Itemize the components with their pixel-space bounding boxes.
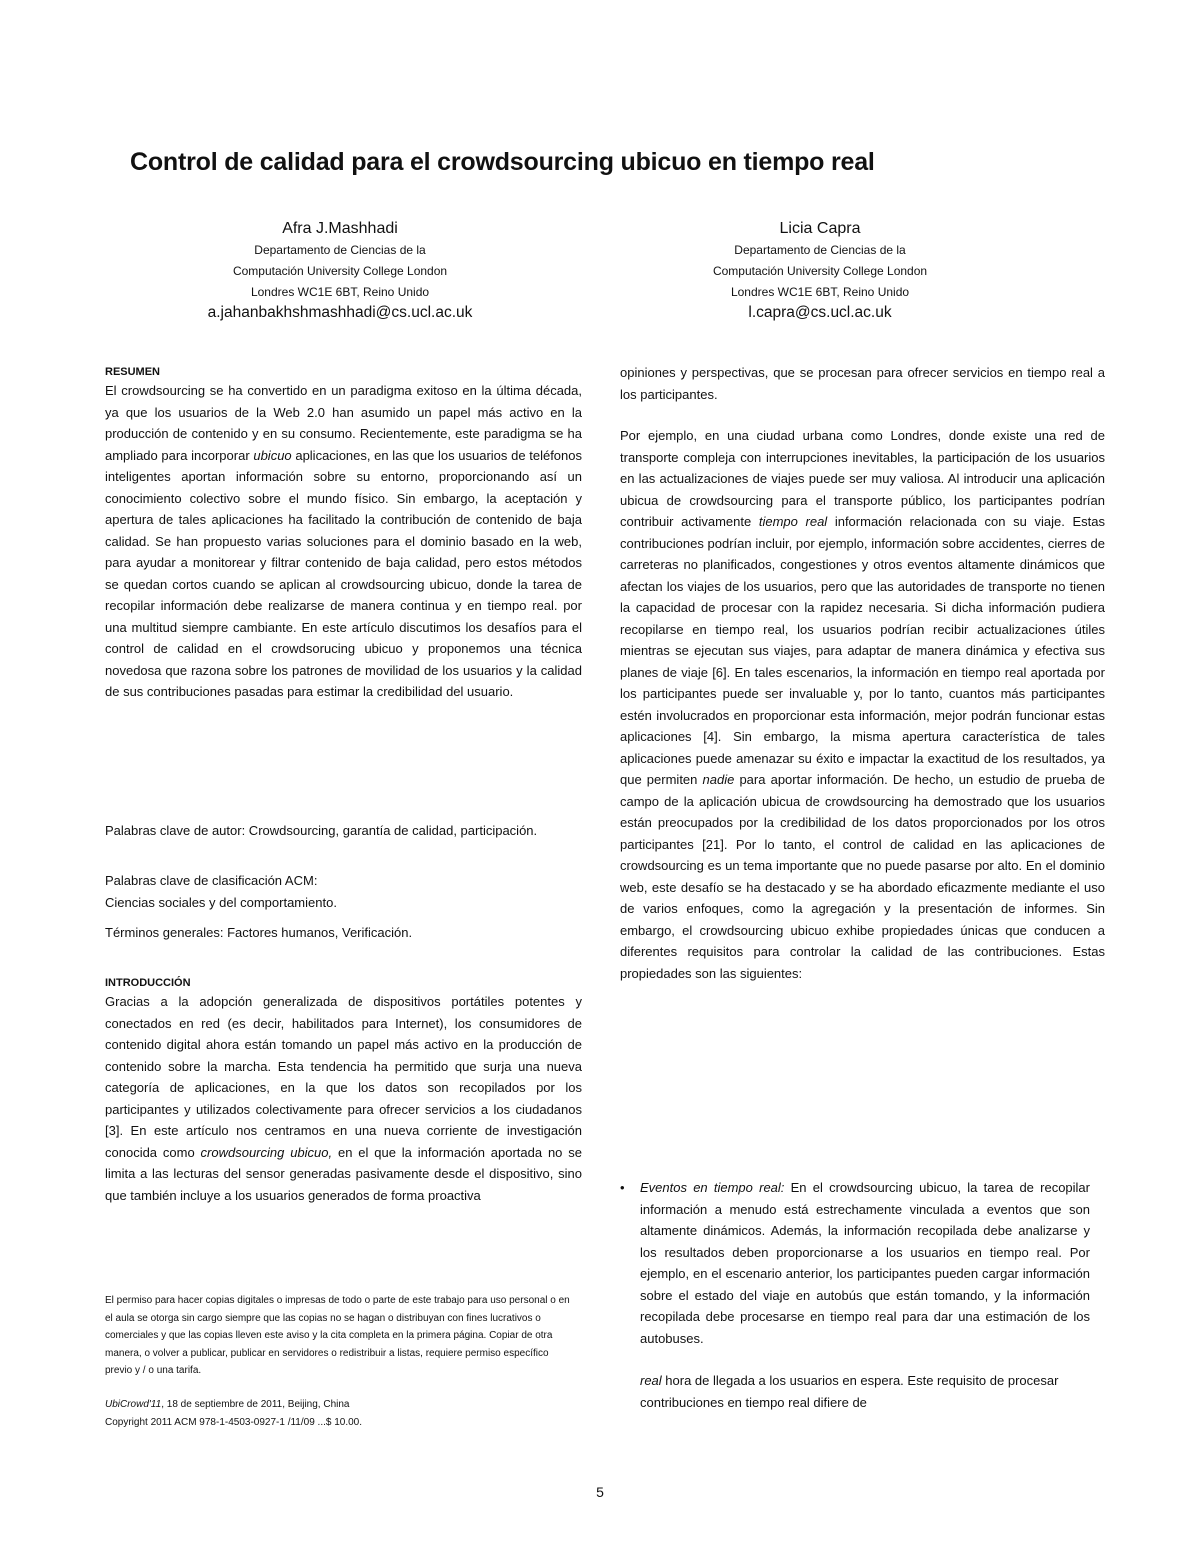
- acm-keywords: [105, 870, 582, 913]
- author-affiliation-line: Departamento de Ciencias de la: [254, 243, 426, 257]
- right-tail-paragraph: [640, 1370, 1090, 1413]
- paper-title: Control de calidad para el crowdsourcing ubicuo en tiempo real: [130, 148, 875, 176]
- introduction-text-part: en el que la información aportada no se limita a las lecturas del sensor generadas pasivamente desde el dispositivo, sino que también incluye a los usuarios generados de forma proactiva: [105, 1144, 582, 1203]
- abstract-text-part: aplicaciones, en las que los usuarios de teléfonos inteligentes aportan información sobre su entorno, proporcionando así un conocimiento colectivo sobre el mundo físico. Sin embargo, la aceptación y apertura de tales aplicaciones ha facilitado la contribución de contenido de baja calidad. Se han propuesto varias soluciones para el dominio basado en la web, para ayudar a monitorear y filtrar contenido de baja calidad, pero estos métodos se quedan cortos cuando se aplican al crowdsourcing ubicuo, donde la tarea de recopilar información debe realizarse de manera continua y en tiempo real. por una multitud siempre cambiante. En este artículo discutimos los desafíos para el control de calidad en el crowdsorucing ubicuo y proponemos una técnica novedosa que razona sobre los patrones de movilidad de los usuarios y la calidad de sus contribuciones pasadas para estimar la credibilidad del usuario.: [105, 447, 582, 699]
- conference-line: [105, 1396, 582, 1414]
- bullet-item: [620, 1177, 1090, 1349]
- copyright-line: Copyright 2011 ACM 978-1-4503-0927-1 /11/09 ...$ 10.00.: [105, 1416, 363, 1428]
- introduction-text: [105, 991, 582, 1206]
- conference-date: , 18 de septiembre de 2011, Beijing, China: [161, 1399, 350, 1410]
- author-affiliation-line: Computación University College London: [232, 264, 448, 278]
- paragraph-text-part: Por ejemplo, en una ciudad urbana como Londres, donde existe una red de transporte compleja con interrupciones inevitables, la participación de los usuarios en las actualizaciones de viajes puede ser muy valiosa. Al introducir una aplicación ubicua de crowdsourcing para el transporte público, los participantes podrían contribuir activamente: [620, 428, 1105, 529]
- author-keywords: Palabras clave de autor: Crowdsourcing, garantía de calidad, participación.: [105, 823, 538, 838]
- paragraph-text-part: información relacionada con su viaje. Estas contribuciones podrían incluir, por ejemplo, información sobre accidentes, cierres de carreteras no planificados, congestiones y otros eventos altamente dinámicos que afectan los viajes de los usuarios, pero que las autoridades de transporte no tienen la capacidad de procesar con la rapidez necesaria. Si dicha información pudiera recopilarse en tiempo real, los usuarios podrían recibir actualizaciones útiles mientras se ejecutan sus viajes, para adaptar de manera dinámica y efectiva sus planes de viaje [6]. En tales escenarios, la información en tiempo real aportada por los participantes puede ser invaluable y, por lo tanto, cuantos más participantes estén involucrados en proporcionar esta información, mejor podrán funcionar estas aplicaciones [4]. Sin embargo, la misma apertura característica de tales aplicaciones puede amenazar su éxito e impactar la exactitud de los resultados, ya que permiten: [620, 514, 1105, 787]
- paragraph-text-part: hora de llegada a los usuarios en espera. Este requisito de procesar contribuciones en tiempo real difiere de: [640, 1373, 1059, 1410]
- author-name: Afra J.Mashhadi: [282, 220, 398, 237]
- introduction-heading: INTRODUCCIÓN: [105, 977, 191, 989]
- paragraph-text: [620, 425, 1105, 984]
- abstract-text: [105, 380, 582, 703]
- paragraph-text-part: para aportar información. De hecho, un estudio de prueba de campo de la aplicación ubicua de crowdsourcing ha demostrado que los usuarios están preocupados por la credibilidad de los datos proporcionados por los otros participantes [21]. Por lo tanto, el control de calidad en las aplicaciones de crowdsourcing es un tema importante que no puede pasarse por alto. En el dominio web, este desafío se ha destacado y se ha abordado eficazmente mediante el uso de varios enfoques, como la agregación y la presentación de informes. Sin embargo, el crowdsourcing ubicuo exhibe propiedades únicas que conducen a diferentes requisitos para controlar la calidad de las contribuciones. Estas propiedades son las siguientes:: [620, 772, 1105, 981]
- author-block-1: [105, 218, 575, 324]
- paragraph-text: opiniones y perspectivas, que se procesan para ofrecer servicios en tiempo real a los participantes.: [620, 365, 1105, 402]
- abstract-section: [105, 364, 582, 703]
- abstract-text-part: El crowdsourcing se ha convertido en un paradigma exitoso en la última década, ya que los usuarios de la Web 2.0 han asumido un papel más activo en la producción de contenido y en su consumo. Recientemente, este paradigma se ha ampliado para incorporar: [105, 383, 582, 463]
- author-email: l.capra@cs.ucl.ac.uk: [748, 304, 892, 321]
- bullet-marker: •: [620, 1180, 625, 1195]
- introduction-text-part: Gracias a la adopción generalizada de dispositivos portátiles potentes y conectados en red (es decir, habilitados para Internet), los consumidores de contenido digital ahora están tomando un papel más activo en la producción de contenido sobre la marcha. Esta tendencia ha permitido que surja una nueva categoría de aplicaciones, en la que los datos son recopilados por los participantes y utilizados colectivamente para ofrecer servicios a los ciudadanos [3]. En este artículo nos centramos en una nueva corriente de investigación conocida como: [105, 994, 582, 1160]
- general-terms: Términos generales: Factores humanos, Verificación.: [105, 925, 413, 940]
- bullet-label: Eventos en tiempo real:: [640, 1180, 785, 1195]
- author-affiliation-line: Computación University College London: [712, 264, 928, 278]
- conference-info: [105, 1396, 582, 1431]
- author-name: Licia Capra: [779, 220, 861, 237]
- permission-notice: El permiso para hacer copias digitales o impresas de todo o parte de este trabajo para uso personal o en el aula se otorga sin cargo siempre que las copias no se hagan o distribuyan con fines lucrativos o comerciales y que las copias lleven este aviso y la cita completa en la primera página. Copiar de otra manera, o volver a publicar, publicar en servidores o redistribuir a listas, requiere permiso específico previo y / o una tarifa.: [105, 1295, 570, 1376]
- abstract-text-italic: ubicuo: [253, 447, 292, 463]
- paragraph-text: [640, 1370, 1090, 1413]
- author-block-2: [585, 218, 1055, 324]
- bullet-text: [640, 1177, 1090, 1349]
- right-paragraph-1: [620, 362, 1105, 405]
- acm-keywords-value: Ciencias sociales y del comportamiento.: [105, 894, 337, 910]
- acm-keywords-label: Palabras clave de clasificación ACM:: [105, 873, 318, 888]
- author-affiliation-line: Londres WC1E 6BT, Reino Unido: [250, 285, 430, 299]
- author-affiliation-line: Londres WC1E 6BT, Reino Unido: [730, 285, 910, 299]
- paragraph-text-italic: real: [640, 1373, 662, 1388]
- paragraph-text-italic: nadie: [702, 772, 735, 787]
- author-email: a.jahanbakhshmashhadi@cs.ucl.ac.uk: [207, 304, 473, 321]
- bullet-body: En el crowdsourcing ubicuo, la tarea de recopilar información a menudo está estrechamente vinculada a eventos que son altamente dinámicos. Además, la información recopilada debe analizarse y los resultados deben proporcionarse a los usuarios en tiempo real. Por ejemplo, en el escenario anterior, los participantes pueden cargar información sobre el estado del viaje en autobús que están tomando, y la información recopilada debe procesarse en tiempo real para dar una estimación de los autobuses.: [640, 1180, 1090, 1346]
- page-number: 5: [596, 1484, 604, 1500]
- introduction-text-italic: crowdsourcing ubicuo,: [200, 1144, 333, 1160]
- right-paragraph-2: [620, 425, 1105, 984]
- author-affiliation-line: Departamento de Ciencias de la: [734, 243, 906, 257]
- introduction-section: [105, 975, 582, 1206]
- paragraph-text-italic: tiempo real: [758, 514, 828, 529]
- abstract-heading: RESUMEN: [105, 366, 161, 378]
- conference-name: UbiCrowd'11: [105, 1399, 162, 1410]
